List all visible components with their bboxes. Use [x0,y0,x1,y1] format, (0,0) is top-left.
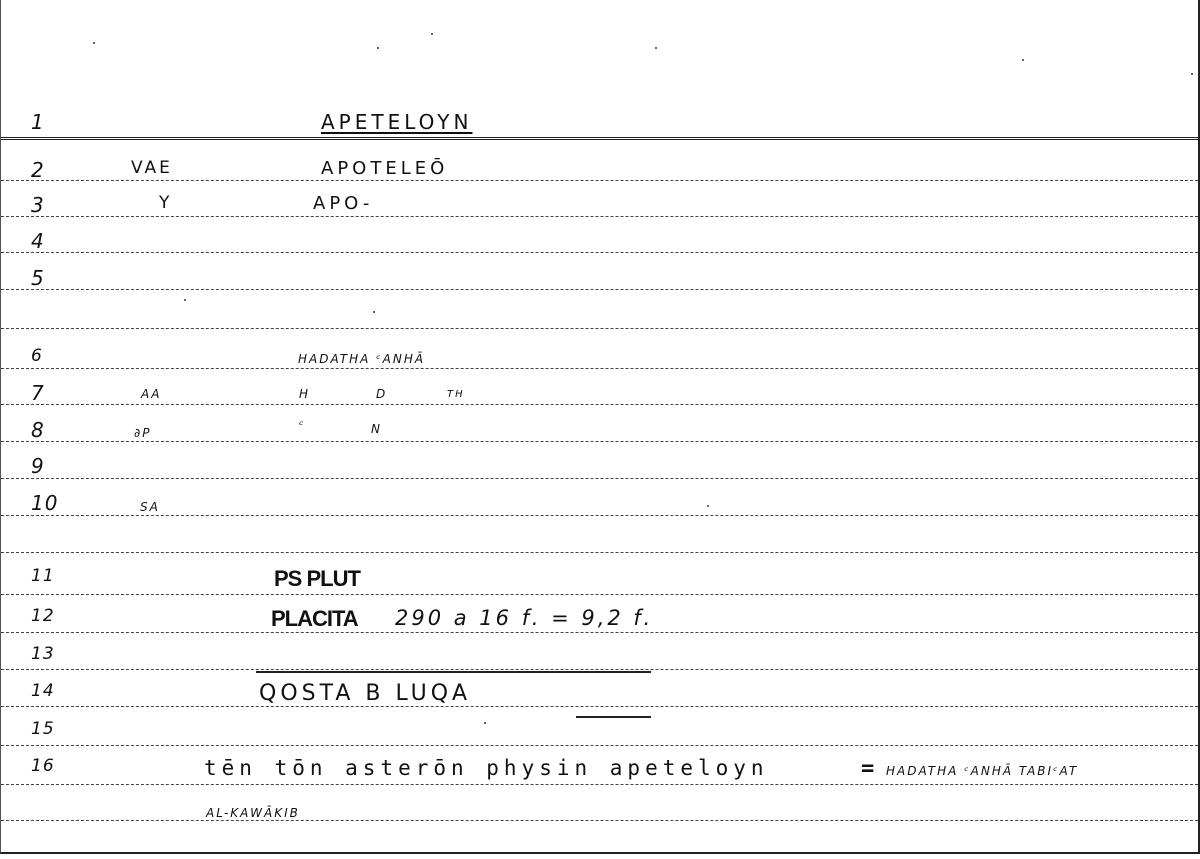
code: ∂P [134,426,152,440]
row-number: 6 [31,346,43,366]
speck [184,299,186,301]
source-author: PS PLUT [274,566,360,591]
row-2 [1,158,1198,188]
code: Y [159,193,173,213]
row-number: 1 [31,110,45,134]
separator-rule [576,716,651,718]
speck [431,33,433,35]
row-6 [1,346,1198,376]
equals-sign: = [861,756,879,781]
code: AA [141,387,162,401]
source-reference: 290 a 16 f. = 9,2 f. [395,606,654,630]
arabic-phrase-continuation: AL-KAWĀKIB [206,806,300,820]
row-16 [1,756,1198,786]
root-letter: TH [447,389,465,400]
row-number: 5 [31,266,45,290]
lemma: APETELOYN [321,110,473,134]
row-10 [1,491,1198,521]
root-letter: H [299,387,311,401]
speck [373,311,375,313]
speck [1022,59,1024,61]
row-number: 7 [31,381,45,405]
root-letter: N [371,422,382,436]
base-form: APOTELEŌ [321,158,449,179]
row-8 [1,418,1198,448]
arabic-equivalent: HADATHA ᶜANHĀ [298,352,426,366]
row-continuation [1,800,1198,830]
row-11 [1,566,1198,596]
row-number: 16 [31,756,55,776]
row-number: 11 [31,566,55,586]
row-number: 2 [31,158,45,182]
greek-phrase: tēn tōn asterōn physin apeteloyn [204,756,769,780]
code: SA [140,500,160,514]
row-number: 9 [31,454,45,478]
row-number: 12 [31,606,55,626]
row-number: 10 [31,491,59,515]
row-number: 4 [31,229,45,253]
arabic-phrase: HADATHA ᶜANHĀ TABIᶜAT [886,764,1079,778]
speck [93,42,95,44]
row-number: 15 [31,719,55,739]
row-13 [1,644,1198,674]
row-4 [1,229,1198,259]
source-title: PLACITA [271,606,358,631]
speck [1191,73,1193,75]
row-9 [1,454,1198,484]
speck [655,47,657,49]
row-7 [1,381,1198,411]
row-number: 3 [31,193,45,217]
translator: QOSTA B LUQA [259,681,472,706]
row-3 [1,193,1198,223]
code: VAE [131,158,173,178]
row-number: 13 [31,644,55,664]
row-14 [1,681,1198,711]
prefix: APO- [313,193,374,214]
row-12 [1,606,1198,636]
row-number: 8 [31,418,45,442]
row-1 [1,110,1198,140]
row-15 [1,719,1198,749]
row-5 [1,266,1198,296]
speck [377,47,379,49]
root-letter: D [376,387,388,401]
line-rule [1,552,1198,553]
line-rule [1,328,1198,329]
root-letter: ᶜ [299,418,306,432]
row-number: 14 [31,681,55,701]
